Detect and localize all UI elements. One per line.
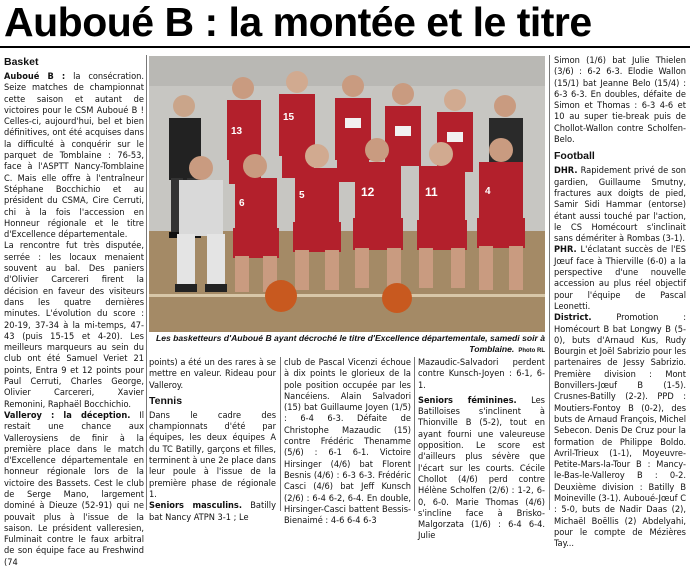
right-paragraph-3 <box>554 244 686 312</box>
middle-column-3 <box>418 357 545 542</box>
team-photo-illustration <box>149 56 545 332</box>
svg-text:4: 4 <box>485 186 491 197</box>
right-paragraph-2 <box>554 165 686 244</box>
svg-text:12: 12 <box>361 185 375 199</box>
seniors-masculins-lead: Seniors masculins. <box>149 500 242 512</box>
middle-column-1 <box>149 357 276 523</box>
right-p3-text: L'éclatant succès de l'ES Jœuf face à Thierville (6-0) a la perspective d'une nouvelle accession au plus réel objectif pour l'équipe de Pascal Leonetti. <box>554 244 686 312</box>
column-divider-right <box>549 55 550 510</box>
right-paragraph-4 <box>554 312 686 549</box>
left-paragraph-1 <box>4 71 144 240</box>
tennis-header: Tennis <box>149 394 183 407</box>
svg-text:6: 6 <box>239 198 245 209</box>
headline-rule <box>0 46 690 48</box>
svg-text:11: 11 <box>425 185 438 199</box>
seniors-feminines-lead: Seniors féminines. <box>418 394 517 406</box>
mid1-paragraph-3 <box>149 500 276 523</box>
headline: Auboué B : la montée et le titre <box>4 0 592 45</box>
mid2-paragraph-1: club de Pascal Vicenzi échoue à dix points le glorieux de la pole position occupée par les Nancéiens. Alain Salvadori (15) bat Guillaume Joyen (1/5) : 6-4 6-3. Défaite de Christophe Mazaudic (15) contre Frédéric Thenamme (5/6) : 6-1 6-1. Victoire Hirsinger (4/6) bat Florent Besnis (4/6) : 6-3 6-3. Frédéric Casci (4/6) bat Jeff Kunsch (2/6) : 6-4 6-2, 6-4. En double, Hirsinger-Casci battent Bessis-Bienaimé : 4-6 6-4 6-3 <box>284 357 411 527</box>
right-column <box>554 55 686 550</box>
mid3-p2-text: Les Batilloises s'inclinent à Thionville B (5-2), tout en ayant fourni une valeureuse opposition. Le score est d'ailleurs plus sévère que l'écart sur les courts. Cécile Chollot (4/6) perd contre Hélène Scholfen (2/6) : 1-2, 6-0, 6-0. Marie Thomas (4/6) s'incline face à Brisko-Malgorzata (1/6) : 6-4 6-4. Julie <box>418 394 545 542</box>
left-column <box>4 55 145 568</box>
svg-text:15: 15 <box>283 112 295 123</box>
svg-text:5: 5 <box>299 190 305 201</box>
mid3-paragraph-1: Mazaudic-Salvadori perdent contre Kunsch-Joyen : 6-1, 6-1. <box>418 357 545 391</box>
basketball-right <box>382 283 412 313</box>
mid3-paragraph-2 <box>418 395 545 542</box>
team-photo <box>149 56 545 332</box>
mid1-p3-text: Batilly bat Nancy ATPN 3-1 ; Le <box>149 500 276 523</box>
basketball-left <box>265 280 297 312</box>
left-p3-text: Il restait une chance aux Valleroysiens de finir à la première place dans le match d'Excellence départementale en honneur régionale lors de la victoire des Bassets. Cest le club de Serge Mano, largement dominé à Dieuze (52-91) qui ne pouvait plus à l'issue de la saison. Le président valleresien, Fulminait contre le faux arbitral de son équipe face au Freshwind (74 <box>4 409 144 568</box>
football-header: Football <box>554 150 595 163</box>
column-divider-mid1 <box>280 357 281 511</box>
column-divider-mid2 <box>414 357 415 511</box>
caption-text: Les basketteurs d'Auboué B ayant décroché le titre d'Excellence départementale, samedi soir à Tomblaine. <box>155 333 545 354</box>
valleroy-lead: Valleroy : la déception. <box>4 409 131 421</box>
district-lead: District. <box>554 312 592 324</box>
mid1-paragraph-1: points) a été un des rares à se mettre en valeur. Rideau pour Valleroy. <box>149 357 276 391</box>
dhr-lead: DHR. <box>554 165 578 177</box>
auboue-lead: Auboué B : <box>4 71 66 82</box>
left-paragraph-2: La rencontre fut très disputée, serrée : les locaux menaient souvent au bal. Des paniers d'Olivier Carcereri firent la décision en faveur des visiteurs dans les quatre dernières minutes. L'évolution du score : 20-19, 37-34 à la mi-temps, 47-43 (puis 15-15 et 4-20). Les meilleurs marqueurs au sein du club ont été Samuel Veriet 21 points, Entra 9 et 12 points pour Paul Cerruti, Charles George, Olivier Carcereri, Xavier Remonini, Raphaël Bocchichio. <box>4 240 144 410</box>
photo-caption <box>149 333 545 356</box>
right-p4-text: Promotion : Homécourt B bat Longwy B (5-0), buts d'Arnaud Kus, Rudy Bourgin et Joël Sabrizio pour les partenaires de Jessy Sabrizio. Première division : Mont Bonvillers-Jœuf B (1-5). Crusnes-Batilly (2-2). PPD : Moutiers-Fontoy B (0-2), des buts de Arnaud François, Michel Sebecon. Denis De Cruz pour la formation de Philippe Boldo. Avril-Trieux (1-1), Moyeuvre-Petite-Mars-la-Tour B : Mancy-le-Bas-le-Valleroy B : 0-2. Deuxième division : Batilly B Moineville (3-1). Auboué-Jœuf C : 5-0, buts de Nadir Daas (2), Michaël Boëllis (2) Abdelyahi, pour le compte de Mézières Tay... <box>554 312 686 550</box>
middle-column-2 <box>284 357 411 527</box>
right-paragraph-1: Simon (1/6) bat Julie Thielen (3/6) : 6-2 6-3. Elodie Wallon (15/1) bat Jeanne Belo (15/4) : 6-3 6-3. En doubles, défaite de Simon et Thomas : 6-3 4-6 et 10 au super tie-break puis de Chollot-Wallon contre Scholfen-Belo. <box>554 55 686 146</box>
photo-credit: Photo RL <box>518 347 545 354</box>
right-p2-text: Rapidement privé de son gardien, Guillaume Smutny, fractures aux doigts de pied, Samir Sidi Hammar (entorse) étant aussi touché par l'action, le CS Homécourt s'inclinait sans démériter à Rombas (3-1). <box>554 165 686 245</box>
floor-line <box>149 294 545 297</box>
mid1-paragraph-2: Dans le cadre des championnats d'été par équipes, les deux équipes A du TC Batilly, garçons et filles, terminent à une 2e place dans leur poule à l'issue de la première phase de régionale 1. <box>149 409 276 500</box>
phr-lead: PHR. <box>554 244 577 256</box>
column-divider-left <box>146 55 147 510</box>
left-p1-text: la consécration. Seize matches de championnat cette saison et autant de victoires pour le CSM Auboué B ! Celles-ci, aujourd'hui, bel et bien définitives, ont été acquises dans la difficulté à conquérir sur le parquet de Tomblaine : 76-53, face à l'ASPTT Nancy-Tomblaine C. Mais elle offre à l'entraîneur Stéphane Bocchichio et au président du CSMA, Cire Cerruti, chi à la fois l'accession en Honneur régionale et le titre d'Excellence départementale. <box>4 71 145 241</box>
left-paragraph-3 <box>4 410 144 568</box>
svg-text:13: 13 <box>231 126 243 137</box>
basket-header: Basket <box>4 56 39 68</box>
